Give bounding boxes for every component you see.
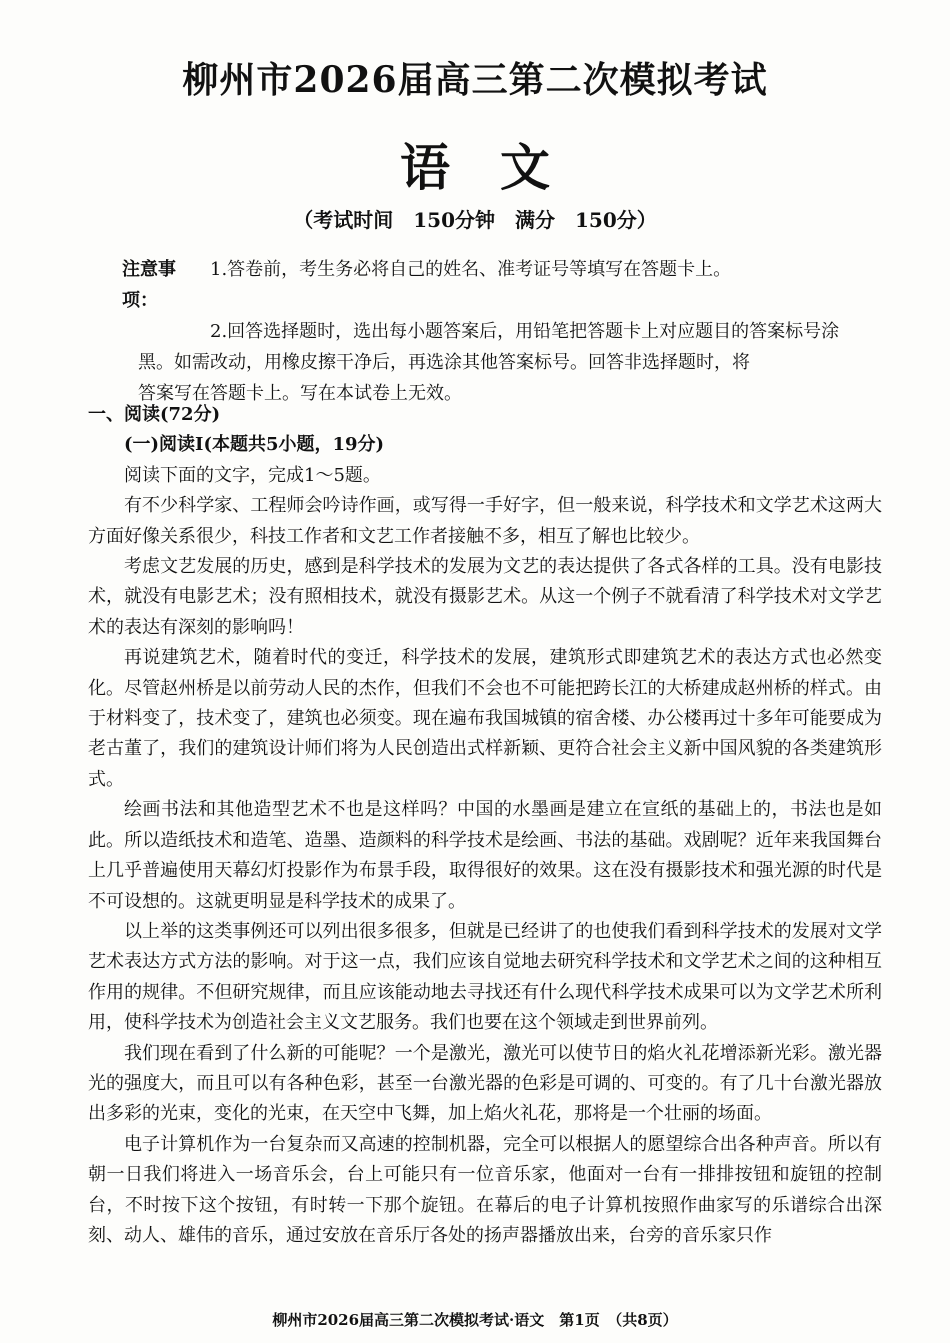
section-title: 一、阅读(72分) [88, 404, 221, 425]
exam-notes [122, 254, 882, 409]
passage-paragraph-2: 考虑文艺发展的历史，感到是科学技术的发展为文艺的表达提供了各式各样的工具。没有电影技术，就没有电影艺术；没有照相技术，就没有摄影艺术。从这一个例子不就看清了科学技术对文学艺术的表达有深刻的影响吗！ [88, 556, 882, 638]
reading-section [88, 400, 882, 1251]
passage-paragraph-6: 我们现在看到了什么新的可能呢？一个是激光，激光可以使节日的焰火礼花增添新光彩。激光器光的强度大，而且可以有各种色彩，甚至一台激光器的色彩是可调的、可变的。有了几十台激光器放出多彩的光束，变化的光束，在天空中飞舞，加上焰火礼花，那将是一个壮丽的场面。 [88, 1042, 882, 1125]
subject-title: 语文 [400, 138, 600, 197]
passage-paragraph-3: 再说建筑艺术，随着时代的变迁，科学技术的发展，建筑形式即建筑艺术的表达方式也必然变化。尽管赵州桥是以前劳动人民的杰作，但我们不会也不可能把跨长江的大桥建成赵州桥的样式。由于材料变了，技术变了，建筑也必须变。现在遍布我国城镇的宿舍楼、办公楼再过十多年可能要成为老古董了，我们的建筑设计师们将为人民创造出式样新颖、更符合社会主义新中国风貌的各类建筑形式。 [88, 647, 882, 790]
passage-paragraph-4: 绘画书法和其他造型艺术不也是这样吗？中国的水墨画是建立在宣纸的基础上的，书法也是如此。所以造纸技术和造笔、造墨、造颜料的科学技术是绘画、书法的基础。戏剧呢？近年来我国舞台上几乎普遍使用天幕幻灯投影作为布景手段，取得很好的效果。这在没有摄影技术和强光源的时代是不可设想的。这就更明显是科学技术的成果了。 [88, 799, 882, 912]
exam-meta: （考试时间 150分钟 满分 150分） [293, 208, 657, 232]
passage-paragraph-7: 电子计算机作为一台复杂而又高速的控制机器，完全可以根据人的愿望综合出各种声音。所以有朝一日我们将进入一场音乐会，台上可能只有一位音乐家，他面对一台有一排排按钮和旋钮的控制台，不时按下这个按钮，有时转一下那个旋钮。在幕后的电子计算机按照作曲家写的乐谱综合出深刻、动人、雄伟的音乐，通过安放在音乐厅各处的扬声器播放出来，台旁的音乐家只作 [88, 1133, 882, 1246]
passage-paragraph-5: 以上举的这类事例还可以列出很多很多，但就是已经讲了的也使我们看到科学技术的发展对文学艺术表达方式方法的影响。对于这一点，我们应该自觉地去研究科学技术和文学艺术之间的这种相互作用的规律。不但研究规律，而且应该能动地去寻找还有什么现代科学技术成果可以为文学艺术所利用，使科学技术为创造社会主义文艺服务。我们也要在这个领域走到世界前列。 [88, 920, 882, 1034]
passage-paragraph-1: 有不少科学家、工程师会吟诗作画，或写得一手好字，但一般来说，科学技术和文学艺术这两大方面好像关系很少，科技工作者和文艺工作者接触不多，相互了解也比较少。 [88, 495, 882, 547]
page-footer: 柳州市2026届高三第二次模拟考试·语文 第1页 （共8页） [272, 1311, 678, 1329]
section-subtitle: (一)阅读I(本题共5小题，19分) [124, 434, 385, 456]
notes-item-1: 1.答卷前，考生务必将自己的姓名、准考证号等填写在答题卡上。 [210, 259, 732, 280]
exam-title: 柳州市2026届高三第二次模拟考试 [182, 59, 768, 101]
section-instruction: 阅读下面的文字，完成1～5题。 [124, 464, 381, 486]
notes-item-2-line-3: 答案写在答题卡上。写在本试卷上无效。 [138, 383, 462, 404]
notes-item-2-line-2: 黑。如需改动，用橡皮擦干净后，再选涂其他答案标号。回答非选择题时，将 [138, 352, 750, 373]
notes-label: 注意事项： [122, 259, 176, 311]
notes-item-2-line-1: 2.回答选择题时，选出每小题答案后，用铅笔把答题卡上对应题目的答案标号涂 [210, 321, 840, 342]
